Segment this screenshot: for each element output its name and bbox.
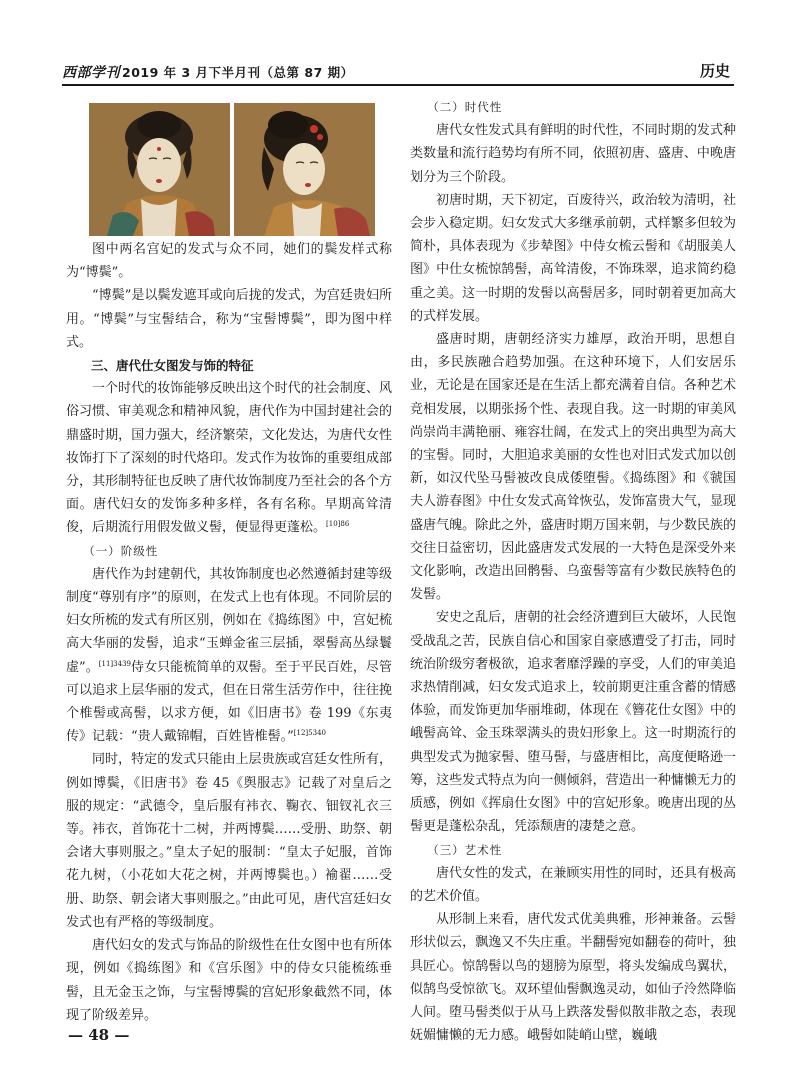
paragraph-text: 唐代作为封建朝代，其妆饰制度也必然遵循封建等级制度“尊别有序”的原则，在发式上也有体现。不同阶层的妇女所梳的发式有所区别，例如在《捣练图》中，宫妃梳高大华丽的发髻，追求“玉蝉金雀三层插，翠髻高丛绿鬟虚”。: [66, 566, 392, 675]
section-title: 历史: [699, 62, 730, 80]
paragraph-text: 侍女只能梳简单的双髻。至于平民百姓，尽管可以追求上层华丽的发式，但在日常生活劳作中，往往挽个椎髻或高髻，以求方便，如《旧唐书》卷 199《东夷传》记载：“贵人戴锦帽，百姓皆椎髻。”: [66, 659, 392, 745]
journal-issue: 2019 年 3 月下半月刊（总第 87 期）: [122, 65, 354, 80]
paragraph: 图中两名宫妃的发式与众不同，她们的鬓发样式称为“博鬓”。: [66, 242, 392, 281]
paragraph: 唐代女性的发式，在兼顾实用性的同时，还具有极高的艺术价值。: [410, 865, 736, 904]
subsection-heading: （二）时代性: [427, 100, 503, 114]
citation: [10]86: [326, 520, 350, 529]
header-rule: [62, 84, 734, 86]
painting-detail-left: [89, 103, 230, 236]
paragraph: “博鬓”是以鬓发遮耳或向后拢的发式，为宫廷贵妇所用。“博鬓”与宝髻结合，称为“宝髻博鬓”，即为图中样式。: [66, 288, 392, 350]
page-header: [62, 58, 734, 84]
right-column: [410, 96, 736, 1047]
section-heading: 三、唐代仕女图发与饰的特征: [91, 358, 254, 374]
paragraph: [66, 563, 392, 749]
painting-detail-right: [234, 103, 375, 236]
left-column: [66, 238, 392, 1027]
paragraph: 安史之乱后，唐朝的社会经济遭到巨大破坏，人民饱受战乱之苦，民族自信心和国家自豪感遭受了打击，同时统治阶级穷奢极欲，追求奢靡浮躁的享受，人们的审美追求热情削减，妇女发式追求上，较前期更注重含蓄的情感体验，而发饰更加华丽堆砌，体现在《簪花仕女图》中的峨髻高耸、金玉珠翠满头的贵妇形象上。这一时期流行的典型发式为抛家髻、堕马髻，与盛唐相比，高度便略逊一筹，这些发式特点为向一侧倾斜，营造出一种慵懒无力的质感，例如《挥扇仕女图》中的宫妃形象。晚唐出现的丛髻更是蓬松杂乱，凭添颓唐的凄楚之意。: [410, 610, 736, 835]
paragraph: 盛唐时期，唐朝经济实力雄厚，政治开明，思想自由，多民族融合趋势加强。在这种环境下，人们安居乐业，无论是在国家还是在生活上都充满着自信。各种艺术竞相发展，以期张扬个性、表现自我。这一时期的审美风尚崇尚丰满艳丽、雍容壮阔，在发式上的突出典型为高大的宝髻。同时，大胆追求美丽的女性也对旧式发式加以创新，如汉代坠马髻被改良成倭堕髻。《捣练图》和《虢国夫人游春图》中仕女发式高耸恢弘，发饰富贵大气，显现盛唐气魄。除此之外，盛唐时期万国来朝，与少数民族的交往日益密切，因此盛唐发式发展的一大特色是深受外来文化影响，改造出回鹘髻、乌蛮髻等富有少数民族特色的发髻。: [410, 332, 736, 603]
citation: [11]3439: [98, 659, 131, 668]
journal-brand: 西部学刊: [62, 65, 120, 81]
painting-figures: [89, 103, 385, 236]
paragraph-text: 一个时代的妆饰能够反映出这个时代的社会制度、风俗习惯、审美观念和精神风貌，唐代作为中国封建社会的鼎盛时期，国力强大，经济繁荣，文化发达，为唐代女性妆饰打下了深刻的时代烙印。发式作为妆饰的重要组成部分，其形制特征也反映了唐代妆饰制度乃至社会的各个方面。唐代妇女的发饰多种多样，各有名称。早期高耸清俊，后期流行用假发做义髻，便显得更蓬松。: [66, 381, 392, 536]
paragraph: 初唐时期，天下初定，百废待兴，政治较为清明，社会步入稳定期。妇女发式大多继承前朝，式样繁多但较为简朴，具体表现为《步辇图》中侍女梳云髻和《胡服美人图》中仕女梳惊鹄髻，高耸清俊，不饰珠翠，追求简约稳重之美。这一时期的发髻以高髻居多，同时朝着更加高大的式样发展。: [410, 192, 736, 324]
paragraph: 唐代女性发式具有鲜明的时代性，不同时期的发式种类数量和流行趋势均有所不同，依照初唐、盛唐、中晚唐划分为三个阶段。: [410, 123, 736, 185]
paragraph: 唐代妇女的发式与饰品的阶级性在仕女图中也有所体现，例如《捣练图》和《宫乐图》中的侍女只能梳练垂髻，且无金玉之饰，与宝髻博鬓的宫妃形象截然不同，体现了阶级差异。: [66, 938, 392, 1023]
paragraph: 同时，特定的发式只能由上层贵族或宫廷女性所有，例如博鬓，《旧唐书》卷 45《舆服志》记载了对皇后之服的规定：“武德令，皇后服有袆衣、鞠衣、钿钗礼衣三等。袆衣，首饰花十二树，并两博鬓……受册、助祭、朝会诸大事则服之。”皇太子妃的服制：“皇太子妃服，首饰花九树，（小花如大花之树，并两博鬓也。）褕翟……受册、助祭、朝会诸大事则服之。”由此可见，唐代宫廷妇女发式也有严格的等级制度。: [66, 752, 392, 930]
subsection-heading: （一）阶级性: [83, 543, 159, 558]
subsection-heading: （三）艺术性: [427, 842, 503, 857]
paragraph: 从形制上来看，唐代发式优美典雅，形神兼备。云髻形状似云，飘逸又不失庄重。半翻髻宛如翻卷的荷叶，独具匠心。惊鹄髻以鸟的翅膀为原型，将头发编成鸟翼状，似鹄鸟受惊欲飞。双环望仙髻飘逸灵动，如仙子泠然降临人间。堕马髻类似于从马上跌落发髻似散非散之态，表现妩媚慵懒的无力感。峨髻如陡峭山壁，巍峨: [410, 912, 736, 1044]
paragraph: [66, 377, 392, 539]
citation: [12]5340: [293, 729, 326, 738]
journal-title: [62, 62, 354, 82]
page-number: — 48 —: [68, 1026, 130, 1044]
